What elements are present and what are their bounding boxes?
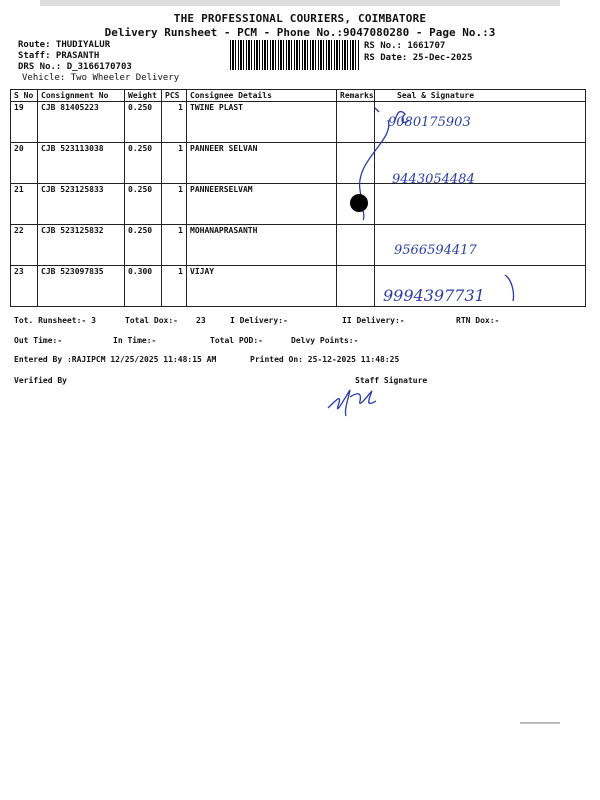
cell-weight: 0.250 [125,184,162,225]
total-dox-value: 23 [196,316,206,325]
cell-sno: 22 [11,225,38,266]
cell-weight: 0.250 [125,143,162,184]
out-time: Out Time:- [14,336,63,345]
cell-sno: 19 [11,102,38,143]
tot-runsheet: Tot. Runsheet:- 3 [14,316,96,325]
cell-pcs: 1 [162,143,187,184]
cell-consignment: CJB 523097835 [38,266,125,307]
cell-sno: 20 [11,143,38,184]
total-pod: Total POD:- [210,336,263,345]
cell-pcs: 1 [162,184,187,225]
signature-row-20: 9443054484 [392,172,475,187]
cell-weight: 0.250 [125,102,162,143]
drs-number: DRS No.: D_3166170703 [18,62,132,72]
vehicle-label: Vehicle: Two Wheeler Delivery [22,73,180,83]
barcode [230,40,360,70]
total-dox-label: Total Dox:- [125,316,178,325]
cell-consignee: PANNEERSELVAM [187,184,337,225]
col-pcs: PCS [162,90,187,102]
scan-mark [520,722,560,724]
company-title: THE PROFESSIONAL COURIERS, COIMBATORE [173,12,427,25]
cell-consignee: MOHANAPRASANTH [187,225,337,266]
route-label: Route: THUDIYALUR [18,40,111,50]
printed-on: Printed On: 25-12-2025 11:48:25 [250,355,400,364]
signature-row-19: 9080175903 [388,115,471,130]
col-consignment: Consignment No [38,90,125,102]
i-delivery: I Delivery:- [230,316,288,325]
cell-weight: 0.250 [125,225,162,266]
entered-by: Entered By :RAJIPCM 12/25/2025 11:48:15 AM [14,355,217,364]
cell-consignment: CJB 523125833 [38,184,125,225]
top-scan-strip [40,0,560,6]
signature-row-23: 9994397731 [383,286,485,305]
cell-sno: 23 [11,266,38,307]
ii-delivery: II Delivery:- [342,316,405,325]
runsheet-subtitle: Delivery Runsheet - PCM - Phone No.:9047080280 - Page No.:3 [104,26,496,39]
cell-weight: 0.300 [125,266,162,307]
in-time: In Time:- [113,336,157,345]
cell-consignment: CJB 523113038 [38,143,125,184]
cell-pcs: 1 [162,102,187,143]
staff-signature-ink [320,383,390,423]
col-remarks: Remarks [337,90,375,102]
col-consignee: Consignee Details [187,90,337,102]
cell-pcs: 1 [162,225,187,266]
col-signature: Seal & Signature [375,90,586,102]
cell-sno: 21 [11,184,38,225]
cell-consignee: PANNEER SELVAN [187,143,337,184]
staff-signature-label: Staff Signature [355,376,428,385]
rtn-dox: RTN Dox:- [456,316,500,325]
cell-consignee: TWINE PLAST [187,102,337,143]
cell-consignment: CJB 81405223 [38,102,125,143]
delvy-points: Delvy Points:- [291,336,359,345]
staff-label: Staff: PRASANTH [18,51,100,61]
col-sno: S No [11,90,38,102]
verified-by: Verified By [14,376,67,385]
col-weight: Weight [125,90,162,102]
cell-pcs: 1 [162,266,187,307]
signature-row-22: 9566594417 [394,243,477,258]
cell-consignee: VIJAY [187,266,337,307]
cell-consignment: CJB 523125832 [38,225,125,266]
rs-number: RS No.: 1661707 [364,41,446,51]
rs-date: RS Date: 25-Dec-2025 [364,53,473,63]
